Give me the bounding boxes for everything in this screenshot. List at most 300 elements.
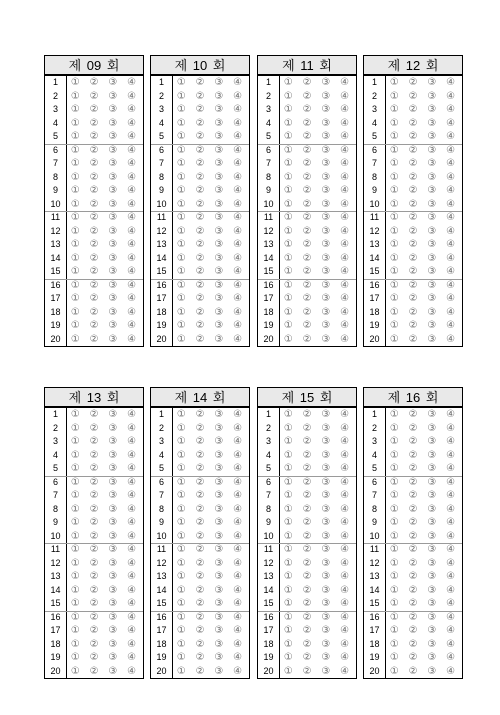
choice-bubble-1[interactable]: ① bbox=[176, 449, 186, 461]
choice-bubble-3[interactable]: ③ bbox=[427, 544, 437, 555]
choice-bubble-2[interactable]: ② bbox=[302, 306, 312, 318]
choice-bubble-2[interactable]: ② bbox=[302, 436, 312, 447]
choice-bubble-3[interactable]: ③ bbox=[321, 266, 331, 277]
choice-bubble-3[interactable]: ③ bbox=[321, 409, 331, 420]
choice-bubble-4[interactable]: ④ bbox=[233, 409, 243, 420]
choice-bubble-2[interactable]: ② bbox=[302, 517, 312, 528]
choice-bubble-1[interactable]: ① bbox=[176, 422, 186, 434]
choice-bubble-3[interactable]: ③ bbox=[108, 490, 118, 501]
choice-bubble-3[interactable]: ③ bbox=[321, 598, 331, 609]
choice-bubble-1[interactable]: ① bbox=[389, 557, 399, 569]
choice-bubble-3[interactable]: ③ bbox=[321, 77, 331, 88]
choice-bubble-3[interactable]: ③ bbox=[321, 225, 331, 237]
choice-bubble-3[interactable]: ③ bbox=[108, 212, 118, 223]
choice-bubble-3[interactable]: ③ bbox=[214, 665, 224, 677]
choice-bubble-2[interactable]: ② bbox=[89, 422, 99, 434]
choice-bubble-4[interactable]: ④ bbox=[233, 476, 243, 488]
choice-bubble-3[interactable]: ③ bbox=[321, 333, 331, 345]
choice-bubble-4[interactable]: ④ bbox=[446, 557, 456, 569]
choice-bubble-2[interactable]: ② bbox=[408, 266, 418, 277]
choice-bubble-4[interactable]: ④ bbox=[340, 239, 350, 250]
choice-bubble-2[interactable]: ② bbox=[302, 476, 312, 488]
choice-bubble-4[interactable]: ④ bbox=[340, 279, 350, 291]
choice-bubble-4[interactable]: ④ bbox=[446, 476, 456, 488]
choice-bubble-4[interactable]: ④ bbox=[446, 544, 456, 555]
choice-bubble-2[interactable]: ② bbox=[195, 436, 205, 447]
choice-bubble-4[interactable]: ④ bbox=[127, 490, 137, 501]
choice-bubble-3[interactable]: ③ bbox=[321, 530, 331, 542]
choice-bubble-1[interactable]: ① bbox=[389, 517, 399, 528]
choice-bubble-2[interactable]: ② bbox=[89, 530, 99, 542]
choice-bubble-1[interactable]: ① bbox=[70, 652, 80, 663]
choice-bubble-4[interactable]: ④ bbox=[446, 490, 456, 501]
choice-bubble-4[interactable]: ④ bbox=[233, 158, 243, 169]
choice-bubble-4[interactable]: ④ bbox=[340, 530, 350, 542]
choice-bubble-4[interactable]: ④ bbox=[233, 557, 243, 569]
choice-bubble-3[interactable]: ③ bbox=[427, 293, 437, 304]
choice-bubble-2[interactable]: ② bbox=[89, 638, 99, 650]
choice-bubble-1[interactable]: ① bbox=[389, 476, 399, 488]
choice-bubble-4[interactable]: ④ bbox=[233, 490, 243, 501]
choice-bubble-1[interactable]: ① bbox=[176, 239, 186, 250]
choice-bubble-4[interactable]: ④ bbox=[340, 158, 350, 169]
choice-bubble-2[interactable]: ② bbox=[408, 279, 418, 291]
choice-bubble-2[interactable]: ② bbox=[408, 571, 418, 582]
choice-bubble-3[interactable]: ③ bbox=[108, 266, 118, 277]
choice-bubble-4[interactable]: ④ bbox=[127, 436, 137, 447]
choice-bubble-1[interactable]: ① bbox=[389, 225, 399, 237]
choice-bubble-4[interactable]: ④ bbox=[233, 422, 243, 434]
choice-bubble-1[interactable]: ① bbox=[176, 131, 186, 142]
choice-bubble-3[interactable]: ③ bbox=[321, 158, 331, 169]
choice-bubble-3[interactable]: ③ bbox=[427, 422, 437, 434]
choice-bubble-1[interactable]: ① bbox=[283, 517, 293, 528]
choice-bubble-3[interactable]: ③ bbox=[108, 571, 118, 582]
choice-bubble-2[interactable]: ② bbox=[408, 252, 418, 264]
choice-bubble-1[interactable]: ① bbox=[70, 333, 80, 345]
choice-bubble-3[interactable]: ③ bbox=[214, 530, 224, 542]
choice-bubble-3[interactable]: ③ bbox=[427, 252, 437, 264]
choice-bubble-1[interactable]: ① bbox=[283, 422, 293, 434]
choice-bubble-3[interactable]: ③ bbox=[321, 625, 331, 636]
choice-bubble-4[interactable]: ④ bbox=[446, 503, 456, 515]
choice-bubble-4[interactable]: ④ bbox=[340, 266, 350, 277]
choice-bubble-3[interactable]: ③ bbox=[321, 252, 331, 264]
choice-bubble-2[interactable]: ② bbox=[302, 212, 312, 223]
choice-bubble-2[interactable]: ② bbox=[89, 320, 99, 331]
choice-bubble-1[interactable]: ① bbox=[176, 171, 186, 183]
choice-bubble-2[interactable]: ② bbox=[302, 266, 312, 277]
choice-bubble-4[interactable]: ④ bbox=[340, 638, 350, 650]
choice-bubble-2[interactable]: ② bbox=[408, 463, 418, 474]
choice-bubble-3[interactable]: ③ bbox=[108, 409, 118, 420]
choice-bubble-1[interactable]: ① bbox=[70, 320, 80, 331]
choice-bubble-2[interactable]: ② bbox=[408, 436, 418, 447]
choice-bubble-1[interactable]: ① bbox=[70, 306, 80, 318]
choice-bubble-2[interactable]: ② bbox=[302, 652, 312, 663]
choice-bubble-4[interactable]: ④ bbox=[340, 449, 350, 461]
choice-bubble-1[interactable]: ① bbox=[283, 611, 293, 623]
choice-bubble-2[interactable]: ② bbox=[195, 198, 205, 210]
choice-bubble-3[interactable]: ③ bbox=[427, 409, 437, 420]
choice-bubble-3[interactable]: ③ bbox=[108, 239, 118, 250]
choice-bubble-4[interactable]: ④ bbox=[127, 104, 137, 115]
choice-bubble-2[interactable]: ② bbox=[89, 652, 99, 663]
choice-bubble-2[interactable]: ② bbox=[195, 665, 205, 677]
choice-bubble-4[interactable]: ④ bbox=[340, 320, 350, 331]
choice-bubble-3[interactable]: ③ bbox=[427, 144, 437, 156]
choice-bubble-3[interactable]: ③ bbox=[427, 530, 437, 542]
choice-bubble-4[interactable]: ④ bbox=[127, 239, 137, 250]
choice-bubble-2[interactable]: ② bbox=[89, 239, 99, 250]
choice-bubble-1[interactable]: ① bbox=[176, 665, 186, 677]
choice-bubble-3[interactable]: ③ bbox=[214, 638, 224, 650]
choice-bubble-4[interactable]: ④ bbox=[127, 198, 137, 210]
choice-bubble-3[interactable]: ③ bbox=[108, 638, 118, 650]
choice-bubble-4[interactable]: ④ bbox=[127, 144, 137, 156]
choice-bubble-4[interactable]: ④ bbox=[446, 652, 456, 663]
choice-bubble-4[interactable]: ④ bbox=[340, 212, 350, 223]
choice-bubble-4[interactable]: ④ bbox=[340, 293, 350, 304]
choice-bubble-1[interactable]: ① bbox=[70, 611, 80, 623]
choice-bubble-3[interactable]: ③ bbox=[108, 320, 118, 331]
choice-bubble-1[interactable]: ① bbox=[283, 117, 293, 129]
choice-bubble-2[interactable]: ② bbox=[195, 598, 205, 609]
choice-bubble-1[interactable]: ① bbox=[176, 293, 186, 304]
choice-bubble-3[interactable]: ③ bbox=[108, 652, 118, 663]
choice-bubble-2[interactable]: ② bbox=[195, 306, 205, 318]
choice-bubble-2[interactable]: ② bbox=[408, 449, 418, 461]
choice-bubble-1[interactable]: ① bbox=[283, 584, 293, 596]
choice-bubble-3[interactable]: ③ bbox=[427, 571, 437, 582]
choice-bubble-2[interactable]: ② bbox=[302, 104, 312, 115]
choice-bubble-2[interactable]: ② bbox=[195, 117, 205, 129]
choice-bubble-2[interactable]: ② bbox=[195, 544, 205, 555]
choice-bubble-3[interactable]: ③ bbox=[321, 104, 331, 115]
choice-bubble-1[interactable]: ① bbox=[389, 333, 399, 345]
choice-bubble-3[interactable]: ③ bbox=[214, 476, 224, 488]
choice-bubble-1[interactable]: ① bbox=[283, 185, 293, 196]
choice-bubble-1[interactable]: ① bbox=[283, 449, 293, 461]
choice-bubble-2[interactable]: ② bbox=[89, 306, 99, 318]
choice-bubble-1[interactable]: ① bbox=[389, 239, 399, 250]
choice-bubble-4[interactable]: ④ bbox=[233, 131, 243, 142]
choice-bubble-4[interactable]: ④ bbox=[340, 436, 350, 447]
choice-bubble-1[interactable]: ① bbox=[283, 638, 293, 650]
choice-bubble-2[interactable]: ② bbox=[195, 476, 205, 488]
choice-bubble-3[interactable]: ③ bbox=[321, 306, 331, 318]
choice-bubble-4[interactable]: ④ bbox=[127, 476, 137, 488]
choice-bubble-2[interactable]: ② bbox=[408, 306, 418, 318]
choice-bubble-3[interactable]: ③ bbox=[427, 90, 437, 102]
choice-bubble-1[interactable]: ① bbox=[176, 409, 186, 420]
choice-bubble-4[interactable]: ④ bbox=[446, 333, 456, 345]
choice-bubble-4[interactable]: ④ bbox=[127, 598, 137, 609]
choice-bubble-3[interactable]: ③ bbox=[321, 449, 331, 461]
choice-bubble-1[interactable]: ① bbox=[283, 463, 293, 474]
choice-bubble-3[interactable]: ③ bbox=[427, 239, 437, 250]
choice-bubble-1[interactable]: ① bbox=[70, 503, 80, 515]
choice-bubble-1[interactable]: ① bbox=[389, 117, 399, 129]
choice-bubble-1[interactable]: ① bbox=[283, 320, 293, 331]
choice-bubble-1[interactable]: ① bbox=[389, 571, 399, 582]
choice-bubble-2[interactable]: ② bbox=[408, 158, 418, 169]
choice-bubble-3[interactable]: ③ bbox=[321, 584, 331, 596]
choice-bubble-2[interactable]: ② bbox=[89, 252, 99, 264]
choice-bubble-2[interactable]: ② bbox=[408, 557, 418, 569]
choice-bubble-2[interactable]: ② bbox=[408, 333, 418, 345]
choice-bubble-4[interactable]: ④ bbox=[446, 611, 456, 623]
choice-bubble-3[interactable]: ③ bbox=[214, 158, 224, 169]
choice-bubble-3[interactable]: ③ bbox=[321, 293, 331, 304]
choice-bubble-1[interactable]: ① bbox=[389, 463, 399, 474]
choice-bubble-1[interactable]: ① bbox=[176, 530, 186, 542]
choice-bubble-3[interactable]: ③ bbox=[214, 144, 224, 156]
choice-bubble-4[interactable]: ④ bbox=[233, 625, 243, 636]
choice-bubble-2[interactable]: ② bbox=[89, 665, 99, 677]
choice-bubble-3[interactable]: ③ bbox=[214, 212, 224, 223]
choice-bubble-4[interactable]: ④ bbox=[340, 625, 350, 636]
choice-bubble-2[interactable]: ② bbox=[89, 611, 99, 623]
choice-bubble-4[interactable]: ④ bbox=[446, 530, 456, 542]
choice-bubble-1[interactable]: ① bbox=[283, 571, 293, 582]
choice-bubble-1[interactable]: ① bbox=[389, 198, 399, 210]
choice-bubble-4[interactable]: ④ bbox=[340, 252, 350, 264]
choice-bubble-4[interactable]: ④ bbox=[233, 463, 243, 474]
choice-bubble-3[interactable]: ③ bbox=[321, 279, 331, 291]
choice-bubble-1[interactable]: ① bbox=[389, 158, 399, 169]
choice-bubble-4[interactable]: ④ bbox=[340, 584, 350, 596]
choice-bubble-3[interactable]: ③ bbox=[108, 104, 118, 115]
choice-bubble-2[interactable]: ② bbox=[408, 476, 418, 488]
choice-bubble-2[interactable]: ② bbox=[408, 517, 418, 528]
choice-bubble-2[interactable]: ② bbox=[89, 503, 99, 515]
choice-bubble-1[interactable]: ① bbox=[283, 625, 293, 636]
choice-bubble-2[interactable]: ② bbox=[195, 490, 205, 501]
choice-bubble-4[interactable]: ④ bbox=[446, 77, 456, 88]
choice-bubble-2[interactable]: ② bbox=[408, 104, 418, 115]
choice-bubble-1[interactable]: ① bbox=[176, 306, 186, 318]
choice-bubble-2[interactable]: ② bbox=[195, 131, 205, 142]
choice-bubble-2[interactable]: ② bbox=[408, 131, 418, 142]
choice-bubble-1[interactable]: ① bbox=[70, 158, 80, 169]
choice-bubble-3[interactable]: ③ bbox=[214, 293, 224, 304]
choice-bubble-1[interactable]: ① bbox=[389, 131, 399, 142]
choice-bubble-1[interactable]: ① bbox=[283, 476, 293, 488]
choice-bubble-1[interactable]: ① bbox=[389, 638, 399, 650]
choice-bubble-1[interactable]: ① bbox=[176, 611, 186, 623]
choice-bubble-3[interactable]: ③ bbox=[214, 77, 224, 88]
choice-bubble-4[interactable]: ④ bbox=[446, 665, 456, 677]
choice-bubble-4[interactable]: ④ bbox=[340, 611, 350, 623]
choice-bubble-3[interactable]: ③ bbox=[321, 665, 331, 677]
choice-bubble-4[interactable]: ④ bbox=[233, 544, 243, 555]
choice-bubble-3[interactable]: ③ bbox=[427, 333, 437, 345]
choice-bubble-3[interactable]: ③ bbox=[108, 252, 118, 264]
choice-bubble-2[interactable]: ② bbox=[408, 144, 418, 156]
choice-bubble-4[interactable]: ④ bbox=[446, 171, 456, 183]
choice-bubble-4[interactable]: ④ bbox=[233, 185, 243, 196]
choice-bubble-1[interactable]: ① bbox=[70, 476, 80, 488]
choice-bubble-4[interactable]: ④ bbox=[340, 198, 350, 210]
choice-bubble-2[interactable]: ② bbox=[195, 158, 205, 169]
choice-bubble-4[interactable]: ④ bbox=[233, 212, 243, 223]
choice-bubble-4[interactable]: ④ bbox=[127, 333, 137, 345]
choice-bubble-1[interactable]: ① bbox=[70, 266, 80, 277]
choice-bubble-1[interactable]: ① bbox=[70, 517, 80, 528]
choice-bubble-1[interactable]: ① bbox=[70, 490, 80, 501]
choice-bubble-1[interactable]: ① bbox=[283, 293, 293, 304]
choice-bubble-2[interactable]: ② bbox=[89, 584, 99, 596]
choice-bubble-1[interactable]: ① bbox=[389, 104, 399, 115]
choice-bubble-3[interactable]: ③ bbox=[321, 422, 331, 434]
choice-bubble-2[interactable]: ② bbox=[89, 490, 99, 501]
choice-bubble-3[interactable]: ③ bbox=[214, 463, 224, 474]
choice-bubble-1[interactable]: ① bbox=[389, 185, 399, 196]
choice-bubble-1[interactable]: ① bbox=[176, 266, 186, 277]
choice-bubble-1[interactable]: ① bbox=[283, 252, 293, 264]
choice-bubble-4[interactable]: ④ bbox=[233, 144, 243, 156]
choice-bubble-2[interactable]: ② bbox=[89, 198, 99, 210]
choice-bubble-2[interactable]: ② bbox=[302, 503, 312, 515]
choice-bubble-4[interactable]: ④ bbox=[127, 422, 137, 434]
choice-bubble-1[interactable]: ① bbox=[70, 144, 80, 156]
choice-bubble-4[interactable]: ④ bbox=[446, 638, 456, 650]
choice-bubble-1[interactable]: ① bbox=[283, 225, 293, 237]
choice-bubble-2[interactable]: ② bbox=[302, 171, 312, 183]
choice-bubble-4[interactable]: ④ bbox=[446, 158, 456, 169]
choice-bubble-2[interactable]: ② bbox=[408, 652, 418, 663]
choice-bubble-1[interactable]: ① bbox=[70, 293, 80, 304]
choice-bubble-1[interactable]: ① bbox=[283, 239, 293, 250]
choice-bubble-1[interactable]: ① bbox=[176, 598, 186, 609]
choice-bubble-2[interactable]: ② bbox=[195, 463, 205, 474]
choice-bubble-4[interactable]: ④ bbox=[446, 198, 456, 210]
choice-bubble-3[interactable]: ③ bbox=[427, 638, 437, 650]
choice-bubble-2[interactable]: ② bbox=[89, 625, 99, 636]
choice-bubble-3[interactable]: ③ bbox=[214, 266, 224, 277]
choice-bubble-2[interactable]: ② bbox=[302, 333, 312, 345]
choice-bubble-2[interactable]: ② bbox=[89, 571, 99, 582]
choice-bubble-4[interactable]: ④ bbox=[127, 665, 137, 677]
choice-bubble-4[interactable]: ④ bbox=[340, 557, 350, 569]
choice-bubble-4[interactable]: ④ bbox=[233, 104, 243, 115]
choice-bubble-2[interactable]: ② bbox=[408, 171, 418, 183]
choice-bubble-3[interactable]: ③ bbox=[427, 198, 437, 210]
choice-bubble-3[interactable]: ③ bbox=[108, 557, 118, 569]
choice-bubble-3[interactable]: ③ bbox=[321, 652, 331, 663]
choice-bubble-2[interactable]: ② bbox=[302, 571, 312, 582]
choice-bubble-2[interactable]: ② bbox=[195, 144, 205, 156]
choice-bubble-4[interactable]: ④ bbox=[446, 449, 456, 461]
choice-bubble-4[interactable]: ④ bbox=[233, 171, 243, 183]
choice-bubble-1[interactable]: ① bbox=[70, 225, 80, 237]
choice-bubble-2[interactable]: ② bbox=[408, 422, 418, 434]
choice-bubble-4[interactable]: ④ bbox=[127, 77, 137, 88]
choice-bubble-2[interactable]: ② bbox=[408, 584, 418, 596]
choice-bubble-4[interactable]: ④ bbox=[233, 225, 243, 237]
choice-bubble-2[interactable]: ② bbox=[89, 293, 99, 304]
choice-bubble-4[interactable]: ④ bbox=[233, 279, 243, 291]
choice-bubble-2[interactable]: ② bbox=[302, 449, 312, 461]
choice-bubble-4[interactable]: ④ bbox=[340, 225, 350, 237]
choice-bubble-4[interactable]: ④ bbox=[233, 306, 243, 318]
choice-bubble-2[interactable]: ② bbox=[195, 409, 205, 420]
choice-bubble-4[interactable]: ④ bbox=[127, 252, 137, 264]
choice-bubble-3[interactable]: ③ bbox=[427, 557, 437, 569]
choice-bubble-2[interactable]: ② bbox=[195, 239, 205, 250]
choice-bubble-1[interactable]: ① bbox=[70, 463, 80, 474]
choice-bubble-1[interactable]: ① bbox=[176, 584, 186, 596]
choice-bubble-1[interactable]: ① bbox=[70, 409, 80, 420]
choice-bubble-1[interactable]: ① bbox=[176, 90, 186, 102]
choice-bubble-4[interactable]: ④ bbox=[233, 449, 243, 461]
choice-bubble-2[interactable]: ② bbox=[89, 544, 99, 555]
choice-bubble-1[interactable]: ① bbox=[283, 77, 293, 88]
choice-bubble-2[interactable]: ② bbox=[89, 463, 99, 474]
choice-bubble-4[interactable]: ④ bbox=[446, 436, 456, 447]
choice-bubble-1[interactable]: ① bbox=[389, 306, 399, 318]
choice-bubble-2[interactable]: ② bbox=[195, 293, 205, 304]
choice-bubble-4[interactable]: ④ bbox=[446, 90, 456, 102]
choice-bubble-4[interactable]: ④ bbox=[446, 239, 456, 250]
choice-bubble-2[interactable]: ② bbox=[408, 185, 418, 196]
choice-bubble-3[interactable]: ③ bbox=[214, 171, 224, 183]
choice-bubble-3[interactable]: ③ bbox=[108, 449, 118, 461]
choice-bubble-3[interactable]: ③ bbox=[427, 665, 437, 677]
choice-bubble-1[interactable]: ① bbox=[389, 436, 399, 447]
choice-bubble-3[interactable]: ③ bbox=[321, 239, 331, 250]
choice-bubble-1[interactable]: ① bbox=[70, 77, 80, 88]
choice-bubble-3[interactable]: ③ bbox=[108, 306, 118, 318]
choice-bubble-1[interactable]: ① bbox=[283, 333, 293, 345]
choice-bubble-4[interactable]: ④ bbox=[340, 144, 350, 156]
choice-bubble-3[interactable]: ③ bbox=[214, 571, 224, 582]
choice-bubble-4[interactable]: ④ bbox=[127, 90, 137, 102]
choice-bubble-2[interactable]: ② bbox=[302, 584, 312, 596]
choice-bubble-3[interactable]: ③ bbox=[108, 333, 118, 345]
choice-bubble-3[interactable]: ③ bbox=[427, 598, 437, 609]
choice-bubble-3[interactable]: ③ bbox=[427, 77, 437, 88]
choice-bubble-3[interactable]: ③ bbox=[321, 503, 331, 515]
choice-bubble-3[interactable]: ③ bbox=[214, 252, 224, 264]
choice-bubble-4[interactable]: ④ bbox=[233, 77, 243, 88]
choice-bubble-3[interactable]: ③ bbox=[108, 198, 118, 210]
choice-bubble-2[interactable]: ② bbox=[89, 104, 99, 115]
choice-bubble-2[interactable]: ② bbox=[195, 625, 205, 636]
choice-bubble-2[interactable]: ② bbox=[302, 490, 312, 501]
choice-bubble-1[interactable]: ① bbox=[70, 131, 80, 142]
choice-bubble-3[interactable]: ③ bbox=[214, 104, 224, 115]
choice-bubble-3[interactable]: ③ bbox=[108, 503, 118, 515]
choice-bubble-4[interactable]: ④ bbox=[127, 571, 137, 582]
choice-bubble-3[interactable]: ③ bbox=[427, 131, 437, 142]
choice-bubble-1[interactable]: ① bbox=[176, 476, 186, 488]
choice-bubble-4[interactable]: ④ bbox=[340, 185, 350, 196]
choice-bubble-4[interactable]: ④ bbox=[233, 652, 243, 663]
choice-bubble-1[interactable]: ① bbox=[283, 212, 293, 223]
choice-bubble-4[interactable]: ④ bbox=[127, 544, 137, 555]
choice-bubble-1[interactable]: ① bbox=[283, 503, 293, 515]
choice-bubble-3[interactable]: ③ bbox=[214, 503, 224, 515]
choice-bubble-3[interactable]: ③ bbox=[321, 476, 331, 488]
choice-bubble-1[interactable]: ① bbox=[176, 436, 186, 447]
choice-bubble-1[interactable]: ① bbox=[389, 252, 399, 264]
choice-bubble-2[interactable]: ② bbox=[408, 320, 418, 331]
choice-bubble-1[interactable]: ① bbox=[176, 517, 186, 528]
choice-bubble-2[interactable]: ② bbox=[89, 476, 99, 488]
choice-bubble-3[interactable]: ③ bbox=[108, 598, 118, 609]
